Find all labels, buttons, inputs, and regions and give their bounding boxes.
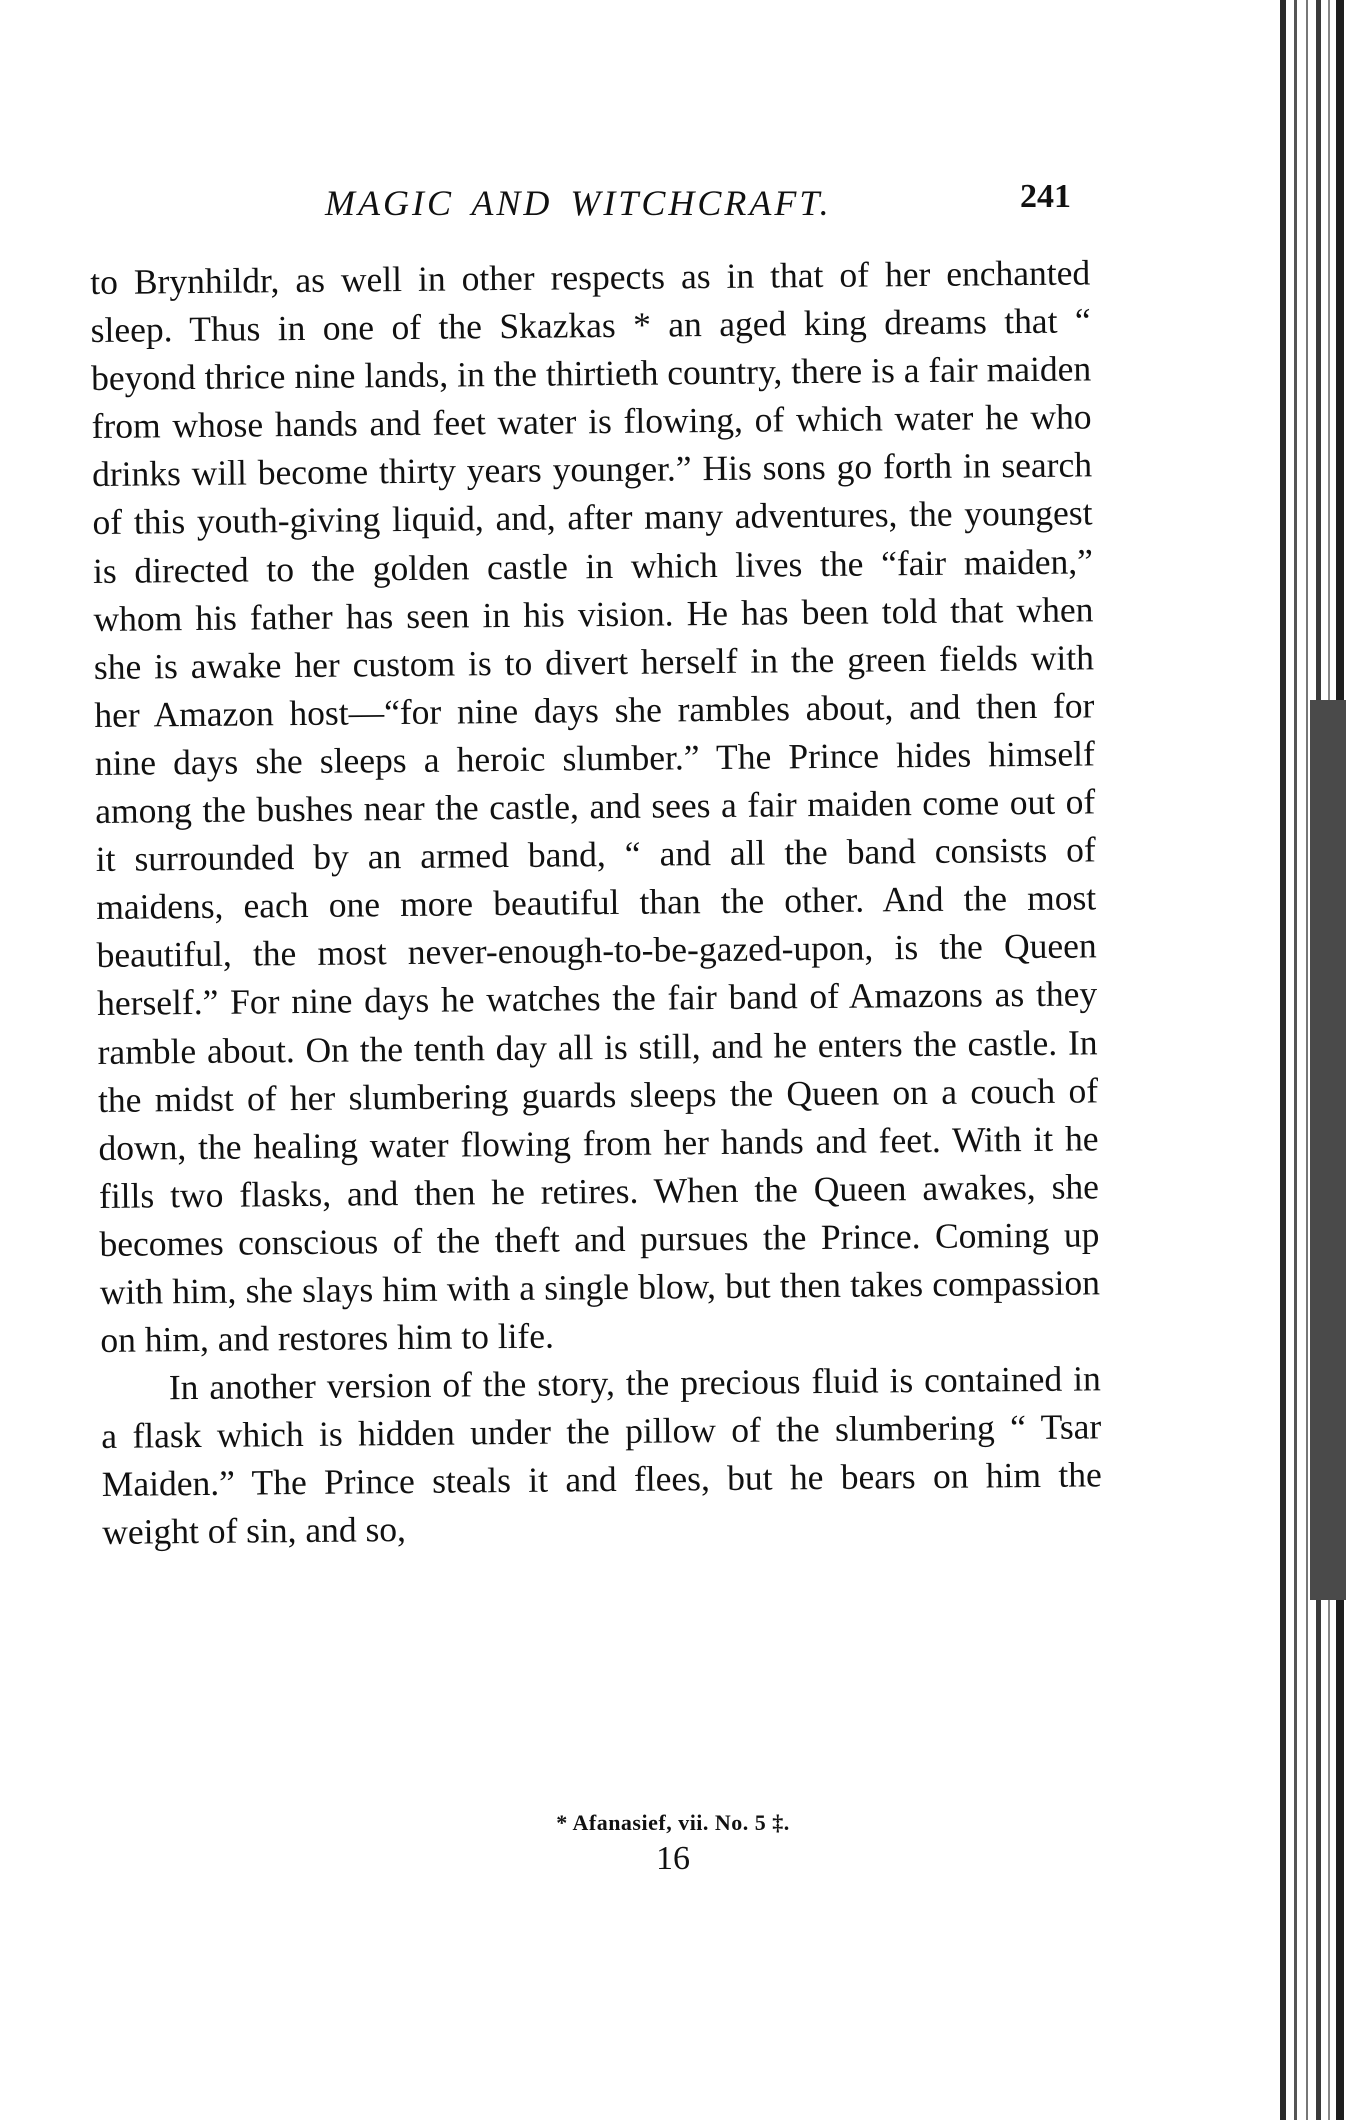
page-header [100, 178, 1100, 232]
page-number: 241 [1020, 178, 1071, 215]
paragraph-1: to Brynhildr, as well in other respects as in that of her enchanted sleep. Thus in one of the Skazkas * an aged king dreams that “ beyond thrice nine lands, in the thirtieth country, there is a fair maiden from whose hands and feet water is flowing, of which water he who drinks will become thirty years younger.” His sons go forth in search of this youth-giving liquid, and, after many adventures, the youngest is directed to the golden castle in which lives the “fair maiden,” whom his father has seen in his vision. He has been told that when she is awake her custom is to divert herself in the green fields with her Amazon host—“for nine days she rambles about, and then for nine days she sleeps a heroic slumber.” The Prince hides himself among the bushes near the castle, and sees a fair maiden come out of it surrounded by an armed band, “ and all the band consists of maidens, each one more beautiful than the other. And the most beautiful, the most never-enough-to-be-gazed-upon, is the Queen herself.” For nine days he watches the fair band of Amazons as they ramble about. On the tenth day all is still, and he enters the castle. In the midst of her slumbering guards sleeps the Queen on a couch of down, the healing water flowing from her hands and feet. With it he fills two flasks, and then he retires. When the Queen awakes, she becomes conscious of the theft and pursues the Prince. Coming up with him, she slays him with a single blow, but then takes compassion on him, and restores him to life. [90, 252, 1101, 1361]
body-text [90, 248, 1102, 1556]
running-title: MAGIC AND WITCHCRAFT. [325, 183, 832, 223]
footnote: * Afanasief, vii. No. 5 ‡. [556, 1810, 790, 1835]
paragraph-2: In another version of the story, the precious fluid is contained in a flask which is hidden under the pillow of the slumbering “ Tsar Maiden.” The Prince steals it and flees, but he bears on him the weight of sin, and so, [101, 1358, 1102, 1553]
signature-mark: 16 [656, 1840, 690, 1877]
binding-edge [1280, 0, 1346, 2120]
